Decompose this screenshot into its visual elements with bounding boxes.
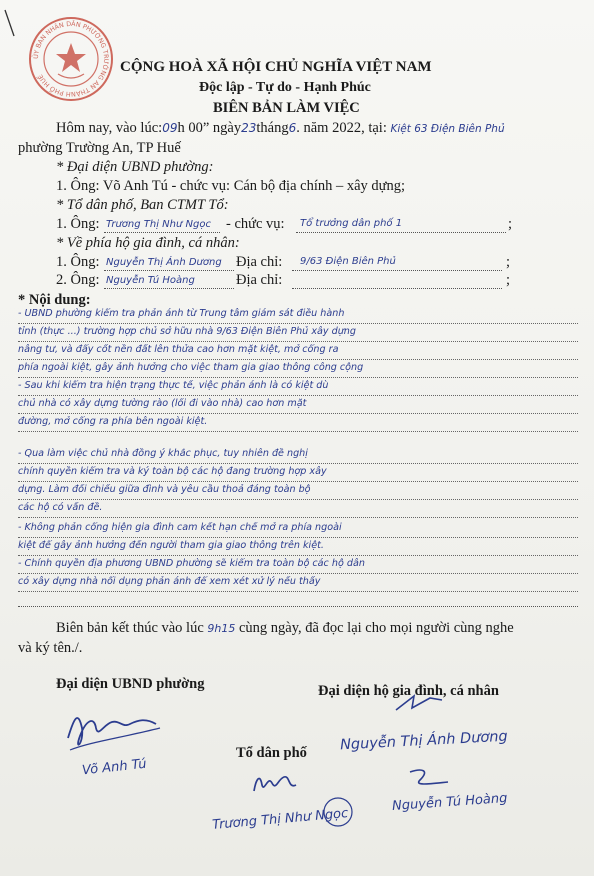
content-line: phía ngoài kiệt, gây ảnh hưởng cho việc tham gia giao thông công cộng bbox=[18, 362, 578, 378]
household-heading: * Về phía hộ gia đình, cá nhân: bbox=[56, 235, 240, 251]
person-2-label: 2. Ông: bbox=[56, 272, 100, 288]
ubnd-member: 1. Ông: Võ Anh Tú - chức vụ: Cán bộ địa chính – xây dựng; bbox=[56, 178, 406, 194]
content-line: chính quyền kiểm tra và ký toàn bộ các hộ đang trường hợp xây bbox=[18, 466, 578, 482]
content-blank-line bbox=[18, 606, 578, 607]
tdp-signature bbox=[248, 765, 318, 799]
person-2-name: Nguyễn Tú Hoàng bbox=[106, 275, 195, 286]
person-1-end: ; bbox=[506, 254, 511, 270]
official-seal bbox=[28, 16, 114, 102]
motto: Độc lập - Tự do - Hạnh Phúc bbox=[199, 80, 371, 95]
household-signer-name-1: Nguyễn Thị Ánh Dương bbox=[339, 728, 509, 754]
intro-line bbox=[56, 120, 505, 137]
content-line: kiệt để gây ảnh hưởng đến người tham gia giao thông trên kiệt. bbox=[18, 540, 578, 556]
person-1-name: Nguyễn Thị Ánh Dương bbox=[106, 257, 222, 268]
content-heading: * Nội dung: bbox=[18, 292, 91, 308]
content-line: chủ nhà có xây dựng tường rào (lối đi vào nhà) cao hơn mặt bbox=[18, 398, 578, 414]
document-title: BIÊN BẢN LÀM VIỆC bbox=[213, 100, 360, 116]
country-heading: CỘNG HOÀ XÃ HỘI CHỦ NGHĨA VIỆT NAM bbox=[120, 59, 432, 75]
ubnd-signature-label: Đại diện UBND phường bbox=[56, 676, 205, 692]
tdp-signature-label: Tổ dân phố bbox=[236, 745, 307, 761]
pen-mark bbox=[2, 8, 18, 38]
closing-time: 9h15 bbox=[207, 622, 236, 635]
person-2-addr-label: Địa chỉ: bbox=[236, 272, 283, 288]
household-signature-label: Đại diện hộ gia đình, cá nhân bbox=[318, 683, 499, 699]
intro-day: 23 bbox=[241, 121, 257, 135]
person-2-end: ; bbox=[506, 272, 511, 288]
content-line: nâng tư, và đẩy cốt nền đất lên thửa cao hơn mặt kiệt, mở cổng ra bbox=[18, 344, 578, 360]
tdp-end: ; bbox=[508, 216, 513, 232]
intro-text-2: h 00” ngày bbox=[177, 120, 242, 136]
tdp-heading: * Tổ dân phố, Ban CTMT Tổ: bbox=[56, 197, 229, 213]
household-signature-2 bbox=[400, 764, 460, 792]
ubnd-heading: * Đại diện UBND phường: bbox=[56, 159, 214, 175]
content-line: dựng. Làm đối chiếu giữa đình và yêu cầu thoả đáng toàn bộ bbox=[18, 484, 578, 500]
person-1-addr: 9/63 Điện Biên Phủ bbox=[300, 256, 396, 267]
person-2-name-line bbox=[104, 288, 234, 289]
ubnd-signer-name: Võ Anh Tú bbox=[81, 756, 148, 779]
intro-text-4: . năm 2022, tại: bbox=[296, 120, 387, 136]
person-1-addr-line bbox=[292, 270, 502, 271]
content-line: - Sau khi kiểm tra hiện trạng thực tế, việc phản ánh là có kiệt dù bbox=[18, 380, 578, 396]
intro-month: 6 bbox=[288, 121, 297, 135]
household-signer-name-2: Nguyễn Tú Hoàng bbox=[391, 790, 508, 815]
content-line: có xây dựng nhà nổi dụng phản ánh để xem xét xử lý nếu thấy bbox=[18, 576, 578, 592]
person-1-label: 1. Ông: bbox=[56, 254, 100, 270]
person-2-addr-line bbox=[292, 288, 502, 289]
closing-line bbox=[56, 620, 514, 637]
content-line: các hộ có vấn đề. bbox=[18, 502, 578, 518]
intro-text-1: Hôm nay, vào lúc: bbox=[56, 120, 163, 136]
content-line: - Chính quyền địa phương UBND phường sẽ kiểm tra toàn bộ các hộ dân bbox=[18, 558, 578, 574]
tdp-role-label: - chức vụ: bbox=[226, 216, 285, 232]
tdp-signer-name: Trương Thị Như Ngọc bbox=[211, 806, 349, 833]
person-1-addr-label: Địa chỉ: bbox=[236, 254, 283, 270]
tdp-name: Trương Thị Như Ngọc bbox=[106, 219, 211, 230]
closing-text-1: Biên bản kết thúc vào lúc bbox=[56, 620, 204, 636]
intro-place: Kiệt 63 Điện Biên Phủ bbox=[390, 123, 505, 135]
content-line: tỉnh (thực ...) trường hợp chủ sở hữu nhà 9/63 Điện Biên Phủ xây dựng bbox=[18, 326, 578, 342]
tdp-label: 1. Ông: bbox=[56, 216, 100, 232]
seal-text: ỦY BAN NHÂN DÂN PHƯỜNG TRƯỜNG AN THÀNH PHỐ HUẾ bbox=[31, 19, 111, 99]
person-1-name-line bbox=[104, 270, 234, 271]
closing-text-2: cùng ngày, đã đọc lại cho mọi người cùng nghe bbox=[239, 620, 514, 636]
closing-sign: và ký tên./. bbox=[18, 640, 83, 656]
content-line: - Qua làm việc chủ nhà đồng ý khắc phục, tuy nhiên đề nghị bbox=[18, 448, 578, 464]
content-line: - Không phản cổng hiện gia đình cam kết hạn chế mở ra phía ngoài bbox=[18, 522, 578, 538]
intro-text-3: tháng bbox=[256, 120, 289, 136]
household-signature-1 bbox=[390, 690, 450, 718]
content-line: đường, mở cổng ra phía bên ngoài kiệt. bbox=[18, 416, 578, 432]
intro-hour: 09 bbox=[162, 121, 178, 135]
pen-scribble bbox=[318, 792, 358, 832]
content-line: - UBND phường kiểm tra phản ánh từ Trung tâm giám sát điều hành bbox=[18, 308, 578, 324]
tdp-name-line bbox=[104, 232, 220, 233]
ubnd-signature bbox=[60, 698, 180, 768]
tdp-role-line bbox=[296, 232, 506, 233]
intro-ward: phường Trường An, TP Huế bbox=[18, 140, 181, 156]
tdp-role: Tổ trưởng dân phố 1 bbox=[300, 218, 403, 229]
